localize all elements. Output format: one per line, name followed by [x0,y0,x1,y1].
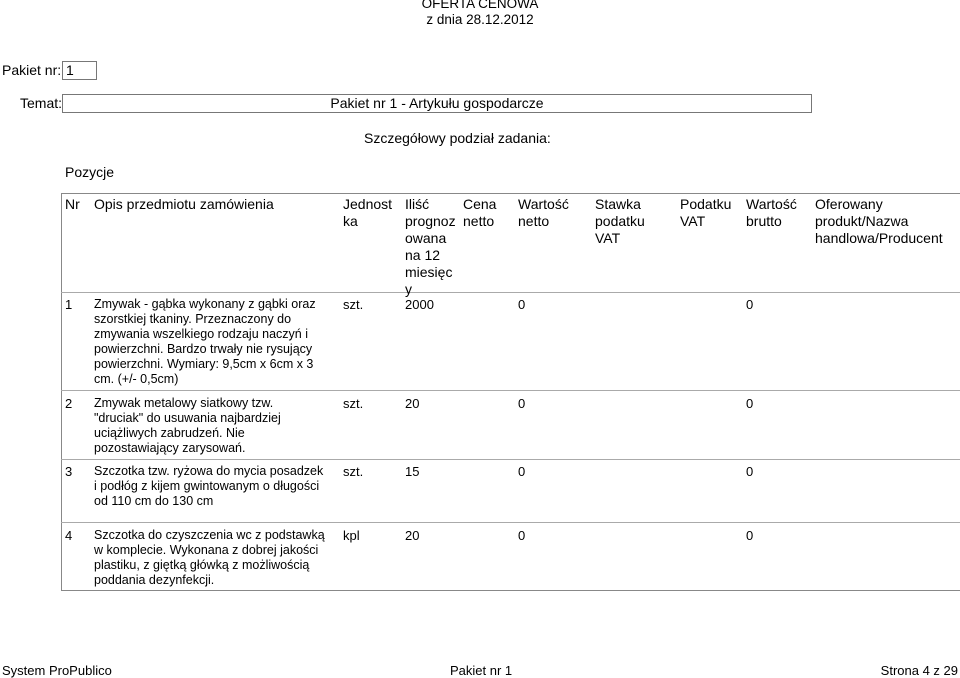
col-header-jednostka: Jednost ka [343,196,393,229]
subtitle: Szczegółowy podział zadania: [364,130,551,146]
pakiet-label: Pakiet nr: [2,62,62,78]
footer-system: System ProPublico [2,663,112,678]
col-header-nr: Nr [65,196,80,212]
row-1-opis: Zmywak - gąbka wykonany z gąbki oraz szorstkiej tkaniny. Przeznaczony do zmywania wszelkiego rodzaju naczyń i powierzchni. Bardzo trwały nie rysujący powierzchni. Wymiary: 9,5cm x 6cm x 3 cm. (+/- 0,5cm) [94,297,316,386]
document-title: OFERTA CENOWA [421,0,539,11]
col-header-opis: Opis przedmiotu zamówienia [94,196,274,212]
col-header-oferowany: Oferowany produkt/Nazwa handlowa/Producent [815,196,943,246]
row-divider [61,390,960,391]
row-1-wartosc-brutto: 0 [746,297,754,312]
col-header-wartosc-netto: Wartość netto [518,196,569,229]
row-4-nr: 4 [65,528,73,543]
row-2-opis: Zmywak metalowy siatkowy tzw. "druciak" do usuwania najbardziej uciążliwych zabrudzeń. Nie pozostawiający zarysowań. [94,396,281,455]
row-divider [61,459,960,460]
row-2-ilosc: 20 [405,396,420,411]
row-1-wartosc-netto: 0 [518,297,526,312]
row-divider [61,292,960,293]
document-date: z dnia 28.12.2012 [426,12,534,27]
row-3-opis: Szczotka tzw. ryżowa do mycia posadzek i podłóg z kijem gwintowanym o długości od 110 cm do 130 cm [94,464,324,508]
row-4-wartosc-netto: 0 [518,528,526,543]
row-3-ilosc: 15 [405,464,420,479]
row-1-jednostka: szt. [343,297,364,312]
row-2-wartosc-netto: 0 [518,396,526,411]
row-1-nr: 1 [65,297,73,312]
row-4-ilosc: 20 [405,528,420,543]
row-2-nr: 2 [65,396,73,411]
section-label: Pozycje [65,164,115,180]
pakiet-value-field: 1 [62,61,97,80]
col-header-wartosc-brutto: Wartość brutto [746,196,797,229]
footer-pakiet: Pakiet nr 1 [450,663,513,678]
col-header-stawka: Stawka podatku VAT [595,196,645,246]
row-2-wartosc-brutto: 0 [746,396,754,411]
col-header-ilosc: Iliść prognoz owana na 12 miesięc y [405,196,456,297]
col-header-podatku: Podatku VAT [680,196,732,229]
row-3-wartosc-netto: 0 [518,464,526,479]
row-4-jednostka: kpl [343,528,360,543]
row-2-jednostka: szt. [343,396,364,411]
row-divider [61,522,960,523]
row-4-wartosc-brutto: 0 [746,528,754,543]
col-header-cena: Cena netto [463,196,497,229]
row-4-opis: Szczotka do czyszczenia wc z podstawką w komplecie. Wykonana z dobrej jakości plastiku, z giętką główką z możliwością poddania dezynfekcji. [94,528,325,587]
footer-page-number: Strona 4 z 29 [880,663,958,678]
row-3-nr: 3 [65,464,73,479]
row-3-jednostka: szt. [343,464,364,479]
row-3-wartosc-brutto: 0 [746,464,754,479]
temat-label: Temat: [20,95,63,111]
temat-value-field: Pakiet nr 1 - Artykułu gospodarcze [62,94,812,113]
row-1-ilosc: 2000 [405,297,434,312]
